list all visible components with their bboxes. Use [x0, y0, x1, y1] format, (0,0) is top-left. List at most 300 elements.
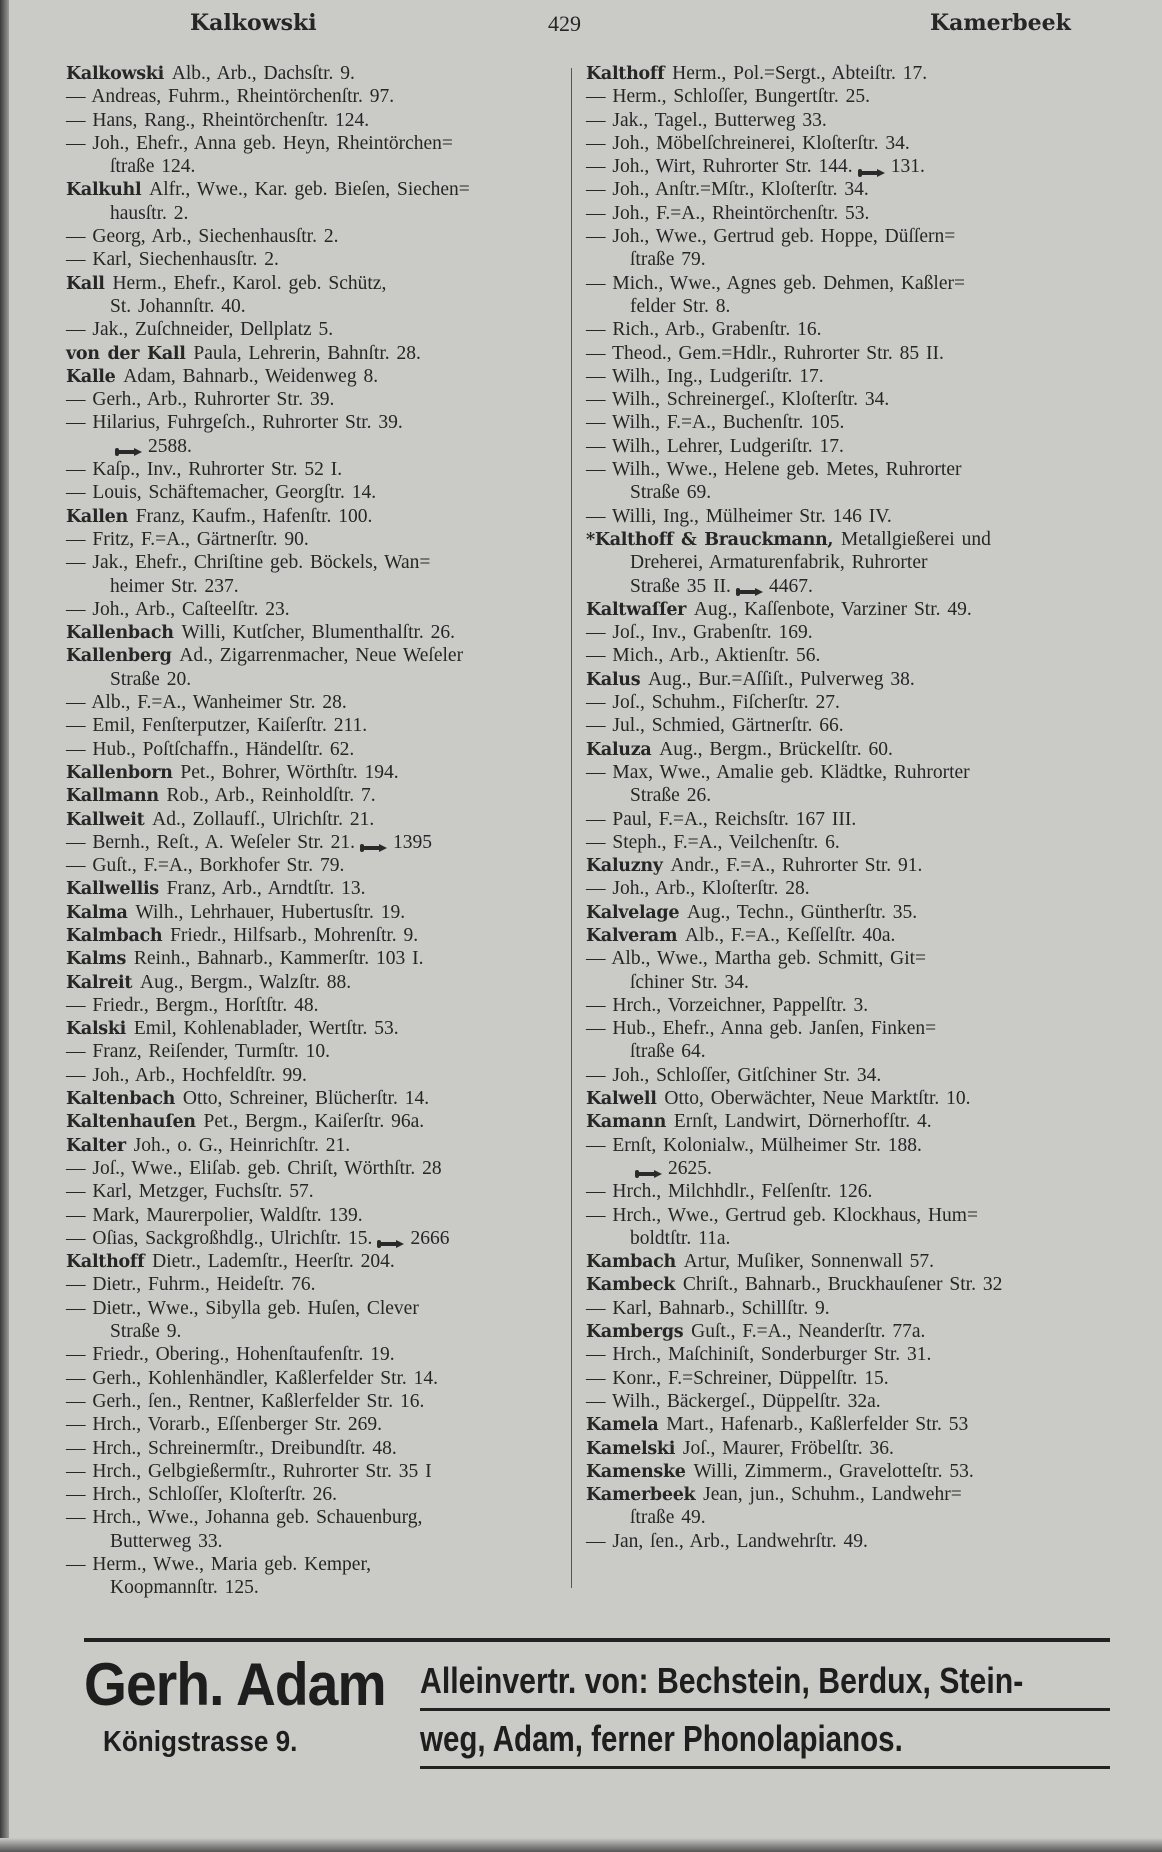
- directory-entry: [586, 924, 1106, 947]
- directory-entry: [66, 411, 566, 434]
- entry-continuation: [586, 784, 1106, 807]
- directory-entry: [586, 1087, 1106, 1110]
- entry-continuation: [586, 971, 1106, 994]
- directory-entry: [66, 1273, 566, 1296]
- ditto-dash: —: [66, 1390, 93, 1412]
- directory-entry: [66, 1134, 566, 1157]
- surname: Kamela: [586, 1415, 667, 1436]
- ditto-dash: —: [66, 1507, 93, 1529]
- entry-details: Jak., Tagel., Butterweg 33.: [612, 109, 827, 131]
- ditto-dash: —: [66, 1297, 93, 1319]
- directory-entry: [66, 85, 566, 108]
- entry-details: Jan, ſen., Arb., Landwehrſtr. 49.: [612, 1530, 868, 1552]
- directory-entry: [66, 808, 566, 831]
- directory-entry: [66, 1437, 566, 1460]
- entry-details: Straße 20.: [110, 668, 192, 690]
- surname: Kallwellis: [66, 879, 167, 900]
- surname: Kamenske: [586, 1461, 694, 1482]
- ditto-dash: —: [66, 482, 93, 504]
- entry-details: Karl, Metzger, Fuchsſtr. 57.: [92, 1181, 314, 1203]
- entry-details: Joh., F.=A., Rheintörchenſtr. 53.: [612, 202, 870, 224]
- entry-details: Ad., Zigarrenmacher, Neue Weſeler: [179, 645, 464, 667]
- directory-entry: [586, 877, 1106, 900]
- entry-continuation: [66, 1530, 566, 1553]
- entry-details: ſtraße 49.: [630, 1507, 706, 1529]
- surname: Kamerbeek: [586, 1485, 704, 1506]
- ditto-dash: —: [66, 598, 93, 620]
- entry-details: Hans, Rang., Rheintörchenſtr. 124.: [92, 109, 370, 131]
- entry-details: ſtraße 79.: [630, 249, 706, 271]
- entry-details: Joh., Arb., Caſteelſtr. 23.: [92, 598, 290, 620]
- ditto-dash: —: [66, 86, 92, 108]
- entry-details: Paula, Lehrerin, Bahnſtr. 28.: [193, 342, 421, 364]
- directory-entry: [66, 691, 566, 714]
- ditto-dash: —: [586, 86, 613, 108]
- entry-details: felder Str. 8.: [630, 295, 731, 317]
- surname: Kalwell: [586, 1089, 665, 1110]
- entry-details: Andreas, Fuhrm., Rheintörchenſtr. 97.: [91, 86, 395, 108]
- ditto-dash: —: [66, 389, 93, 411]
- directory-entry: [66, 1204, 566, 1227]
- entry-continuation: [66, 435, 566, 458]
- directory-entry: [586, 598, 1106, 621]
- entry-details: Joh., Anſtr.=Mſtr., Kloſterſtr. 34.: [612, 179, 869, 201]
- directory-entry: [66, 784, 566, 807]
- entry-details: Guſt., F.=A., Borkhofer Str. 79.: [92, 855, 345, 877]
- ditto-dash: —: [586, 1530, 613, 1552]
- entry-details: Dreherei, Armaturenfabrik, Ruhrorter: [630, 552, 928, 574]
- ditto-dash: —: [586, 1390, 613, 1412]
- directory-entry: [586, 808, 1106, 831]
- entry-details: Rich., Arb., Grabenſtr. 16.: [612, 319, 822, 341]
- entry-details: Joh., Ehefr., Anna geb. Heyn, Rheintörchen=: [92, 132, 453, 154]
- surname: Kaluza: [586, 739, 660, 760]
- ditto-dash: —: [586, 645, 613, 667]
- surname: Kamelski: [586, 1438, 683, 1459]
- entry-continuation: [586, 1227, 1106, 1250]
- entry-details: Dietr., Wwe., Sibylla geb. Huſen, Clever: [92, 1297, 419, 1319]
- entry-details: Oſias, Sackgroßhdlg., Ulrichſtr. 15.: [92, 1227, 373, 1249]
- entry-details: Straße 26.: [630, 785, 712, 807]
- entry-details: Hrch., Vorarb., Eſſenberger Str. 269.: [92, 1414, 382, 1436]
- ditto-dash: —: [66, 412, 93, 434]
- directory-entry: [586, 132, 1106, 155]
- directory-entry: [586, 1343, 1106, 1366]
- entry-details: Mark, Maurerpolier, Waldſtr. 139.: [92, 1204, 363, 1226]
- surname: Kalma: [66, 902, 136, 923]
- directory-entry: [586, 272, 1106, 295]
- ditto-dash: —: [66, 1227, 93, 1249]
- ditto-dash: —: [66, 1157, 93, 1179]
- directory-entry: [66, 1180, 566, 1203]
- directory-entry: [586, 528, 1106, 551]
- entry-continuation: [66, 155, 566, 178]
- directory-entry: [66, 1017, 566, 1040]
- surname: Kalthoff: [586, 64, 673, 84]
- directory-entry: [586, 62, 1106, 85]
- surname: Kambach: [586, 1252, 684, 1273]
- directory-entry: [66, 481, 566, 504]
- entry-continuation: [586, 295, 1106, 318]
- directory-entry: [66, 505, 566, 528]
- page-bottom-shadow: [0, 1838, 1162, 1852]
- entry-details: Wilh., Schreinergeſ., Kloſterſtr. 34.: [612, 389, 890, 411]
- entry-continuation: [586, 1506, 1106, 1529]
- directory-entry: [66, 1460, 566, 1483]
- surname: Kaltenhauſen: [66, 1112, 204, 1133]
- surname: von der Kall: [66, 343, 194, 364]
- entry-details: Jak., Zuſchneider, Dellplatz 5.: [92, 319, 334, 341]
- directory-entry: [586, 1483, 1106, 1506]
- directory-entry: [586, 505, 1106, 528]
- surname: Kallenborn: [66, 762, 181, 783]
- entry-details: Dietr., Lademſtr., Heerſtr. 204.: [152, 1251, 395, 1273]
- entry-details: Jul., Schmied, Gärtnerſtr. 66.: [612, 715, 844, 737]
- ditto-dash: —: [586, 365, 613, 387]
- ditto-dash: —: [66, 1484, 93, 1506]
- directory-entry: [66, 994, 566, 1017]
- entry-details: Franz, Reiſender, Turmſtr. 10.: [92, 1041, 330, 1063]
- ditto-dash: —: [66, 1554, 93, 1575]
- ditto-dash: —: [586, 622, 613, 644]
- directory-entry: [66, 1110, 566, 1133]
- entry-details: Paul, F.=A., Reichsſtr. 167 III.: [612, 808, 857, 830]
- ditto-dash: —: [66, 1064, 93, 1086]
- entry-details: Ernſt, Landwirt, Dörnerhofſtr. 4.: [673, 1111, 932, 1133]
- directory-entry: [586, 1064, 1106, 1087]
- ditto-dash: —: [586, 226, 613, 248]
- directory-entry: [586, 901, 1106, 924]
- directory-entry: [66, 1343, 566, 1366]
- directory-entry: [586, 947, 1106, 970]
- directory-entry: [66, 1297, 566, 1320]
- entry-details: Otto, Oberwächter, Neue Marktſtr. 10.: [664, 1088, 971, 1110]
- directory-entry: [66, 621, 566, 644]
- entry-details: Kaſp., Inv., Ruhrorter Str. 52 I.: [92, 459, 343, 481]
- entry-details: Emil, Kohlenablader, Wertſtr. 53.: [133, 1018, 399, 1040]
- entry-details: Guſt., F.=A., Neanderſtr. 77a.: [691, 1321, 926, 1343]
- directory-entry: [586, 644, 1106, 667]
- entry-details: Herm., Pol.=Sergt., Abteiſtr. 17.: [672, 63, 928, 84]
- entry-details: Friedr., Bergm., Horſtſtr. 48.: [92, 994, 319, 1016]
- directory-entry: [586, 435, 1106, 458]
- telephone-icon: [857, 162, 887, 174]
- entry-details: Pet., Bergm., Kaiſerſtr. 96a.: [203, 1111, 425, 1133]
- entry-details: Joh., Arb., Hochfeldſtr. 99.: [92, 1064, 307, 1086]
- entry-details: Mich., Wwe., Agnes geb. Dehmen, Kaßler=: [612, 272, 965, 294]
- entry-details: Friedr., Hilfsarb., Mohrenſtr. 9.: [170, 924, 419, 946]
- directory-entry: [586, 1297, 1106, 1320]
- page-number: 429: [548, 11, 581, 36]
- entry-details: Georg, Arb., Siechenhausſtr. 2.: [92, 226, 339, 248]
- entry-details: Joh., Möbelſchreinerei, Kloſterſtr. 34.: [612, 132, 910, 154]
- surname: Kalkuhl: [66, 180, 150, 201]
- directory-entry: [66, 272, 566, 295]
- telephone-number: 1395: [393, 831, 432, 853]
- directory-entry: [66, 1087, 566, 1110]
- entry-details: Hrch., Schloſſer, Kloſterſtr. 26.: [92, 1484, 337, 1506]
- advert-underline-2: [420, 1766, 1110, 1769]
- entry-details: Aug., Kaſſenbote, Varziner Str. 49.: [693, 598, 972, 620]
- directory-entry: [66, 388, 566, 411]
- entry-details: Joſ., Inv., Grabenſtr. 169.: [612, 622, 813, 644]
- entry-details: Hrch., Gelbgießermſtr., Ruhrorter Str. 35 I: [92, 1460, 432, 1482]
- entry-details: Joh., Schloſſer, Gitſchiner Str. 34.: [612, 1064, 882, 1086]
- running-head-right: Kamerbeek: [930, 10, 1071, 36]
- directory-entry: [586, 761, 1106, 784]
- surname: Kalreit: [66, 972, 140, 993]
- directory-entry: [586, 178, 1106, 201]
- ditto-dash: —: [586, 389, 613, 411]
- directory-entry: [66, 644, 566, 667]
- directory-entry: [66, 1506, 566, 1529]
- entry-details: Artur, Muſiker, Sonnenwall 57.: [683, 1251, 935, 1273]
- ditto-dash: —: [586, 878, 613, 900]
- entry-details: Aug., Bergm., Brückelſtr. 60.: [659, 738, 893, 760]
- directory-entry: [66, 365, 566, 388]
- advert-text-line-2: weg, Adam, ferner Phonolapianos.: [420, 1718, 903, 1759]
- entry-details: Franz, Kaufm., Hafenſtr. 100.: [135, 505, 373, 527]
- directory-entry: [586, 318, 1106, 341]
- entry-details: Friedr., Obering., Hohenſtaufenſtr. 19.: [92, 1344, 395, 1366]
- ditto-dash: —: [66, 109, 93, 131]
- surname: *Kalthoff & Brauckmann,: [586, 529, 842, 550]
- entry-details: Alfr., Wwe., Kar. geb. Bieſen, Siechen=: [149, 179, 470, 201]
- entry-details: Hrch., Wwe., Gertrud geb. Klockhaus, Hum=: [612, 1204, 978, 1226]
- directory-entry: [66, 318, 566, 341]
- directory-entry: [66, 342, 566, 365]
- entry-details: Gerh., ſen., Rentner, Kaßlerfelder Str. 16.: [92, 1390, 425, 1412]
- ditto-dash: —: [66, 552, 93, 574]
- entry-details: Reinh., Bahnarb., Kammerſtr. 103 I.: [133, 948, 424, 970]
- surname: Kalveram: [586, 925, 685, 946]
- directory-entry: [586, 1460, 1106, 1483]
- ditto-dash: —: [66, 226, 93, 248]
- ditto-dash: —: [586, 342, 613, 364]
- entry-details: Hub., Ehefr., Anna geb. Janſen, Finken=: [612, 1018, 937, 1040]
- entry-details: ſtraße 124.: [110, 156, 196, 178]
- entry-details: Emil, Fenſterputzer, Kaiſerſtr. 211.: [92, 715, 368, 737]
- surname: Kaltenbach: [66, 1089, 183, 1110]
- directory-entry: [66, 62, 566, 85]
- entry-details: Hrch., Schreinermſtr., Dreibundſtr. 48.: [92, 1437, 397, 1459]
- ditto-dash: —: [66, 1274, 93, 1296]
- directory-entry: [66, 761, 566, 784]
- entry-details: Louis, Schäftemacher, Georgſtr. 14.: [92, 482, 377, 504]
- entry-details: Herm., Schloſſer, Bungertſtr. 25.: [612, 86, 870, 108]
- directory-entry: [586, 1204, 1106, 1227]
- entry-details: Butterweg 33.: [110, 1530, 223, 1552]
- entry-details: Mich., Arb., Aktienſtr. 56.: [612, 645, 821, 667]
- ditto-dash: —: [66, 459, 93, 481]
- advert-underline-1: [420, 1708, 1110, 1711]
- ditto-dash: —: [66, 319, 93, 341]
- ditto-dash: —: [586, 1367, 613, 1389]
- ditto-dash: —: [66, 1041, 93, 1063]
- directory-entry: [586, 1180, 1106, 1203]
- entry-details: ſchiner Str. 34.: [630, 971, 749, 993]
- entry-details: Jak., Ehefr., Chriſtine geb. Böckels, Wan=: [92, 552, 431, 574]
- directory-entry: [586, 458, 1106, 481]
- entry-continuation: [586, 1157, 1106, 1180]
- entry-details: Dietr., Fuhrm., Heideſtr. 76.: [92, 1274, 316, 1296]
- entry-details: Chriſt., Bahnarb., Bruckhauſener Str. 32: [682, 1274, 1003, 1296]
- ditto-dash: —: [586, 1018, 613, 1040]
- directory-entry: [66, 248, 566, 271]
- ditto-dash: —: [586, 808, 613, 830]
- directory-entry: [66, 132, 566, 155]
- surname: Kalms: [66, 949, 134, 970]
- directory-entry: [586, 109, 1106, 132]
- ditto-dash: —: [586, 994, 613, 1016]
- directory-entry: [66, 528, 566, 551]
- telephone-icon: [114, 441, 144, 453]
- entry-details: Fritz, F.=A., Gärtnerſtr. 90.: [92, 528, 309, 550]
- directory-entry: [66, 1483, 566, 1506]
- entry-continuation: [66, 575, 566, 598]
- entry-details: Theod., Gem.=Hdlr., Ruhrorter Str. 85 II.: [612, 342, 944, 364]
- entry-details: Wilh., Ing., Ludgeriſtr. 17.: [612, 365, 824, 387]
- entry-details: Straße 9.: [110, 1321, 182, 1343]
- telephone-icon: [376, 1233, 406, 1245]
- directory-entry: [586, 1017, 1106, 1040]
- entry-details: Joh., Wwe., Gertrud geb. Hoppe, Düſſern=: [612, 226, 956, 248]
- directory-entry: [586, 1134, 1106, 1157]
- ditto-dash: —: [586, 319, 613, 341]
- directory-entry: [586, 85, 1106, 108]
- entry-details: Wilh., F.=A., Buchenſtr. 105.: [612, 412, 845, 434]
- ditto-dash: —: [66, 1437, 93, 1459]
- surname: Kallenbach: [66, 623, 182, 644]
- entry-details: Willi, Ing., Mülheimer Str. 146 IV.: [612, 505, 892, 527]
- ditto-dash: —: [66, 715, 93, 737]
- directory-entry: [66, 738, 566, 761]
- surname: Kamann: [586, 1112, 674, 1133]
- ditto-dash: —: [586, 1134, 613, 1156]
- directory-column-right: [586, 62, 1106, 1553]
- advert-company-name: Gerh. Adam: [84, 1651, 386, 1718]
- entry-details: Straße 69.: [630, 482, 712, 504]
- surname: Kallweit: [66, 809, 153, 830]
- entry-details: Gerh., Arb., Ruhrorter Str. 39.: [92, 389, 335, 411]
- ditto-dash: —: [66, 692, 92, 714]
- directory-entry: [586, 1530, 1106, 1553]
- entry-details: Ad., Zollaufſ., Ulrichſtr. 21.: [152, 808, 375, 830]
- directory-entry: [586, 225, 1106, 248]
- entry-details: boldtſtr. 11a.: [630, 1227, 731, 1249]
- entry-details: Pet., Bohrer, Wörthſtr. 194.: [180, 761, 399, 783]
- entry-continuation: [66, 668, 566, 691]
- ditto-dash: —: [586, 1181, 613, 1203]
- entry-details: Alb., F.=A., Wanheimer Str. 28.: [91, 692, 347, 714]
- ditto-dash: —: [586, 505, 613, 527]
- entry-details: hausſtr. 2.: [110, 202, 189, 224]
- entry-continuation: [66, 1576, 566, 1599]
- surname: Kallenberg: [66, 646, 180, 667]
- entry-details: Wilh., Lehrhauer, Hubertusſtr. 19.: [135, 901, 406, 923]
- directory-entry: [586, 1390, 1106, 1413]
- directory-entry: [66, 109, 566, 132]
- surname: Kalski: [66, 1019, 134, 1040]
- entry-details: Joſ., Schuhm., Fiſcherſtr. 27.: [612, 692, 840, 714]
- directory-entry: [586, 411, 1106, 434]
- entry-details: Adam, Bahnarb., Weidenweg 8.: [123, 365, 379, 387]
- directory-entry: [66, 1064, 566, 1087]
- surname: Kaluzny: [586, 856, 671, 877]
- surname: Kalvelage: [586, 902, 687, 923]
- entry-details: Herm., Ehefr., Karol. geb. Schütz,: [112, 272, 387, 294]
- directory-entry: [586, 1273, 1106, 1296]
- entry-details: Joh., Wirt, Ruhrorter Str. 144.: [612, 156, 853, 178]
- entry-details: Hrch., Milchhdlr., Felſenſtr. 126.: [612, 1181, 873, 1203]
- ditto-dash: —: [66, 1204, 93, 1226]
- telephone-number: 4467.: [768, 575, 813, 597]
- directory-entry: [66, 924, 566, 947]
- entry-details: Metallgießerei und: [841, 528, 991, 550]
- ditto-dash: —: [66, 1460, 93, 1482]
- directory-entry: [66, 971, 566, 994]
- entry-details: Joſ., Wwe., Eliſab. geb. Chriſt, Wörthſtr. 28: [92, 1157, 442, 1179]
- entry-details: Mart., Hafenarb., Kaßlerfelder Str. 53: [666, 1414, 969, 1436]
- directory-entry: [66, 947, 566, 970]
- ditto-dash: —: [586, 1064, 613, 1086]
- ditto-dash: —: [586, 202, 613, 224]
- surname: Kalle: [66, 366, 124, 387]
- ditto-dash: —: [66, 249, 93, 271]
- directory-entry: [66, 1553, 566, 1576]
- entry-details: Aug., Bur.=Aſſiſt., Pulverweg 38.: [648, 668, 915, 690]
- directory-entry: [66, 178, 566, 201]
- telephone-number: 131.: [890, 156, 925, 178]
- surname: Kall: [66, 273, 113, 294]
- directory-entry: [66, 225, 566, 248]
- directory-entry: [586, 621, 1106, 644]
- entry-details: Andr., F.=A., Ruhrorter Str. 91.: [670, 855, 923, 877]
- entry-details: Aug., Techn., Güntherſtr. 35.: [686, 901, 918, 923]
- surname: Kalkowski: [66, 64, 172, 84]
- entry-continuation: [66, 1320, 566, 1343]
- surname: Kambeck: [586, 1275, 683, 1296]
- directory-entry: [586, 1367, 1106, 1390]
- directory-entry: [586, 1320, 1106, 1343]
- entry-details: Wilh., Wwe., Helene geb. Metes, Ruhrorter: [612, 459, 962, 481]
- entry-details: Willi, Kutſcher, Blumenthalſtr. 26.: [181, 622, 456, 644]
- directory-entry: [66, 598, 566, 621]
- directory-entry: [586, 342, 1106, 365]
- ditto-dash: —: [66, 738, 93, 760]
- entry-details: Herm., Wwe., Maria geb. Kemper,: [92, 1554, 372, 1575]
- entry-details: Jean, jun., Schuhm., Landwehr=: [703, 1484, 962, 1506]
- directory-entry: [66, 1227, 566, 1250]
- ditto-dash: —: [66, 1367, 93, 1389]
- entry-details: Joh., o. G., Heinrichſtr. 21.: [133, 1134, 351, 1156]
- ditto-dash: —: [66, 1344, 93, 1366]
- surname: Kallen: [66, 506, 136, 527]
- directory-entry: [586, 1110, 1106, 1133]
- ditto-dash: —: [586, 715, 613, 737]
- ditto-dash: —: [66, 855, 93, 877]
- directory-entry: [586, 691, 1106, 714]
- ditto-dash: —: [66, 994, 93, 1016]
- entry-details: Wilh., Lehrer, Ludgeriſtr. 17.: [612, 435, 844, 457]
- ditto-dash: —: [586, 412, 613, 434]
- entry-details: Joſ., Maurer, Fröbelſtr. 36.: [682, 1437, 894, 1459]
- advert-address: Königstrasse 9.: [103, 1726, 298, 1758]
- entry-details: Hrch., Vorzeichner, Pappelſtr. 3.: [612, 994, 869, 1016]
- entry-details: Aug., Bergm., Walzſtr. 88.: [139, 971, 352, 993]
- surname: Kalter: [66, 1135, 134, 1156]
- telephone-number: 2666: [410, 1227, 450, 1249]
